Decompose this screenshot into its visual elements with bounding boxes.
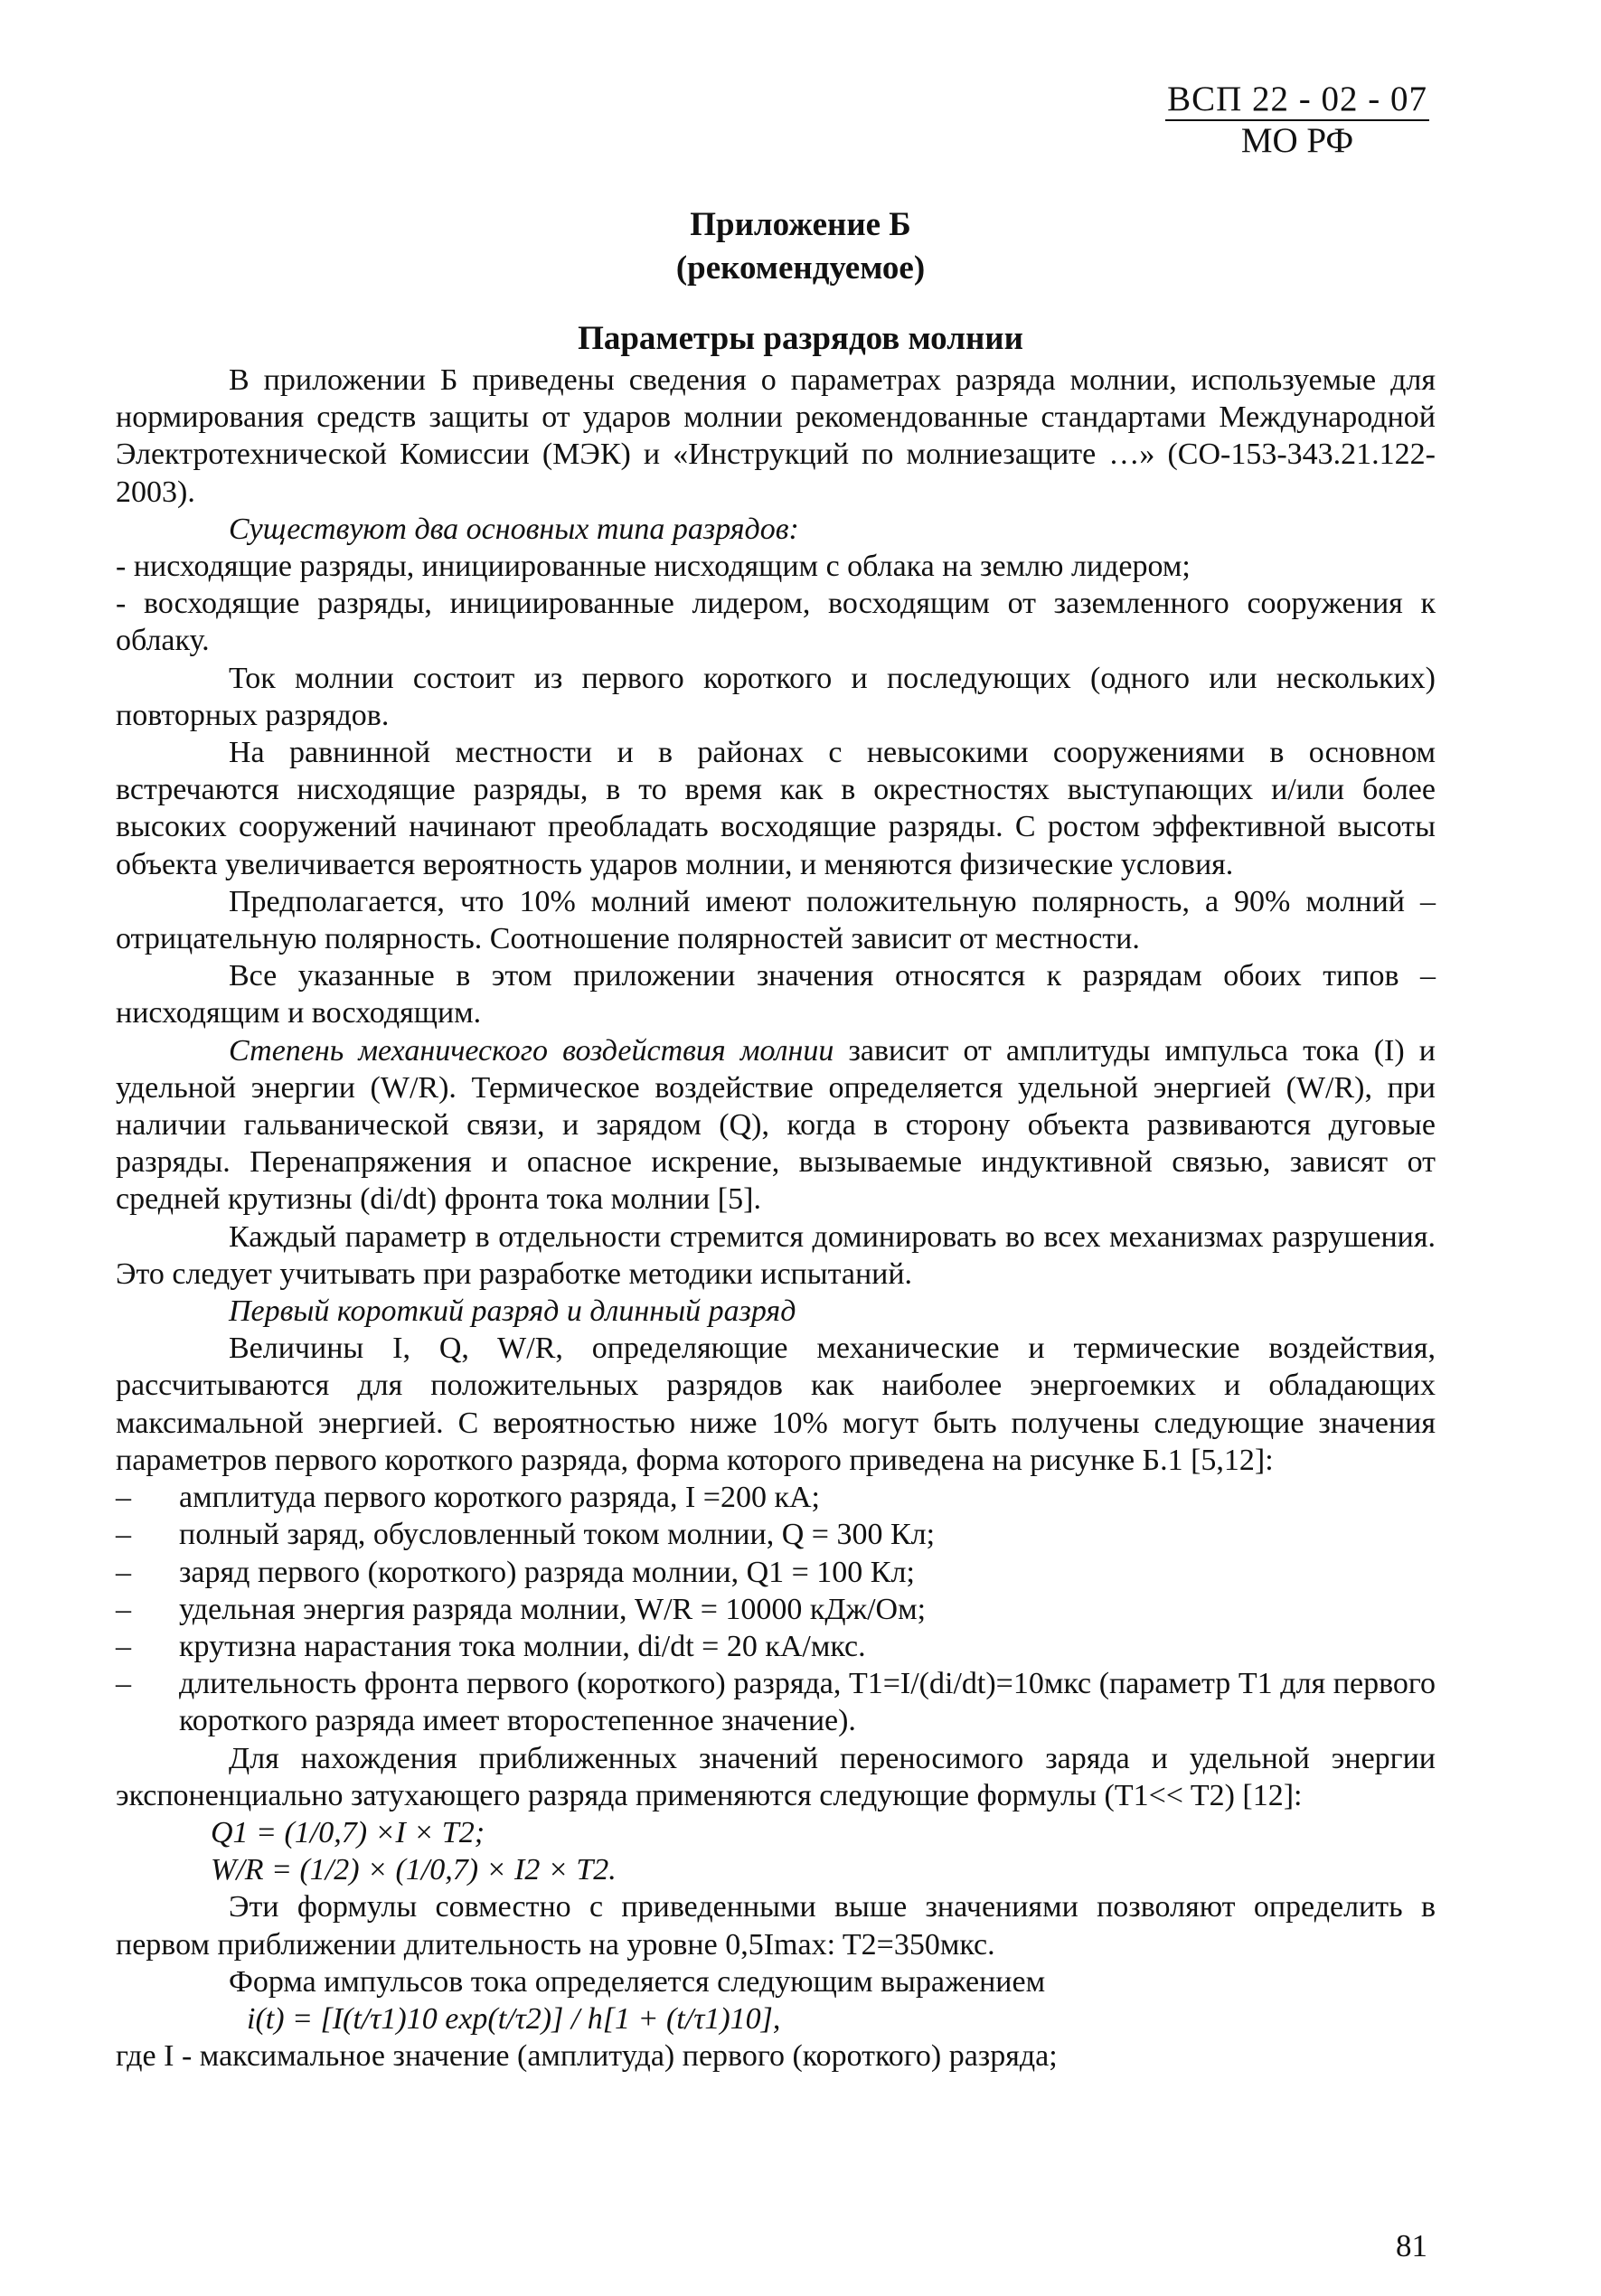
paragraph: - нисходящие разряды, инициированные нисходящим с облака на землю лидером; [116,550,1191,584]
dash-bullet: – [116,1629,131,1663]
paragraph: Все указанные в этом приложении значения относятся к разрядам обоих типов – нисходящим и восходящим. [116,959,1436,1030]
dash-bullet: – [116,1481,131,1515]
document-organization: МО РФ [1240,121,1354,160]
paragraph: Каждый параметр в отдельности стремится доминировать во всех механизмах разрушения. Это следует учитывать при разработке методики испытаний. [116,1219,1436,1291]
document-header [1165,80,1429,161]
subsection-heading: Первый короткий разряд и длинный разряд [229,1294,796,1329]
appendix-title-block [0,203,1601,361]
dash-bullet: – [116,1518,131,1552]
dash-bullet: – [116,1592,131,1626]
paragraph [116,1032,1436,1219]
formula-impulse-shape: i(t) = [I(t/τ1)10 exp(t/τ2)] / h[1 + (t/τ1)10], [247,2001,781,2036]
section-title: Параметры разрядов молнии [578,320,1023,357]
paragraph: В приложении Б приведены сведения о параметрах разряда молнии, используемые для нормирования средств защиты от ударов молнии рекомендованные стандартами Международной Электротехнической Комиссии (МЭК) и «Инструкций по молниезащите …» (СО-153-343.21.122-2003). [116,363,1436,509]
paragraph-text: зависит от амплитуды импульса тока (I) и удельной энергии (W/R). Термическое воздействие определяется удельной энергией (W/R), при наличии гальванической связи, и зарядом (Q), когда в сторону объекта развиваются дуговые разряды. Перенапряжения и опасное искрение, вызываемые индуктивной связью, зависят от средней крутизны (di/dt) фронта тока молнии [5]. [116,1033,1436,1217]
list-item: – заряд первого (короткого) разряда молнии, Q1 = 100 Кл; [116,1554,1436,1591]
paragraph: Эти формулы совместно с приведенными выше значениями позволяют определить в первом приближении длительность на уровне 0,5Imax: T2=350мкс. [116,1890,1436,1962]
list-item: – амплитуда первого короткого разряда, I =200 кА; [116,1479,1436,1516]
paragraph-italic: Существуют два основных типа разрядов: [229,512,799,546]
paragraph: Предполагается, что 10% молний имеют положительную полярность, а 90% молний – отрицательную полярность. Соотношение полярностей зависит от местности. [116,884,1436,956]
paragraph: Форма импульсов тока определяется следующим выражением [229,1964,1046,1999]
paragraph: Для нахождения приближенных значений переносимого заряда и удельной энергии экспоненциально затухающего разряда применяются следующие формулы (T1<< T2) [12]: [116,1741,1436,1812]
parameter-list [116,1479,1436,1739]
dash-bullet: – [116,1555,131,1589]
appendix-status: (рекомендуемое) [675,249,926,287]
paragraph: где I - максимальное значение (амплитуда) первого (короткого) разряда; [116,2039,1058,2074]
formula-specific-energy: W/R = (1/2) × (1/0,7) × I2 × T2. [211,1853,617,1887]
appendix-title: Приложение Б [690,206,911,243]
document-code: ВСП 22 - 02 - 07 [1165,80,1429,121]
page-number: 81 [1396,2228,1427,2263]
list-item: – длительность фронта первого (короткого) разряда, T1=I/(di/dt)=10мкс (параметр T1 для первого короткого разряда имеет второстепенное значение). [116,1667,1436,1738]
document-body [116,362,1436,2075]
list-item: – удельная энергия разряда молнии, W/R = 10000 кДж/Ом; [116,1591,1436,1628]
dash-bullet: – [116,1667,131,1701]
paragraph: Величины I, Q, W/R, определяющие механические и термические воздействия, рассчитываются для положительных разрядов как наиболее энергоемких и обладающих максимальной энергией. С вероятностью ниже 10% могут быть получены следующие значения параметров первого короткого разряда, форма которого приведена на рисунке Б.1 [5,12]: [116,1331,1436,1477]
list-item: – полный заряд, обусловленный током молнии, Q = 300 Кл; [116,1516,1436,1553]
formula-charge: Q1 = (1/0,7) ×I × T2; [211,1815,485,1849]
paragraph: Ток молнии состоит из первого короткого и последующих (одного или нескольких) повторных разрядов. [116,661,1436,732]
paragraph: На равнинной местности и в районах с невысокими сооружениями в основном встречаются нисходящие разряды, в то время как в окрестностях выступающих и/или более высоких сооружений начинают преобладать восходящие разряды. С ростом эффективной высоты объекта увеличивается вероятность ударов молнии, и меняются физические условия. [116,736,1436,881]
italic-phrase: Степень механического воздействия молнии [229,1033,834,1068]
list-item: – крутизна нарастания тока молнии, di/dt = 20 кА/мкс. [116,1628,1436,1665]
paragraph: - восходящие разряды, инициированные лидером, восходящим от заземленного сооружения к облаку. [116,587,1436,658]
